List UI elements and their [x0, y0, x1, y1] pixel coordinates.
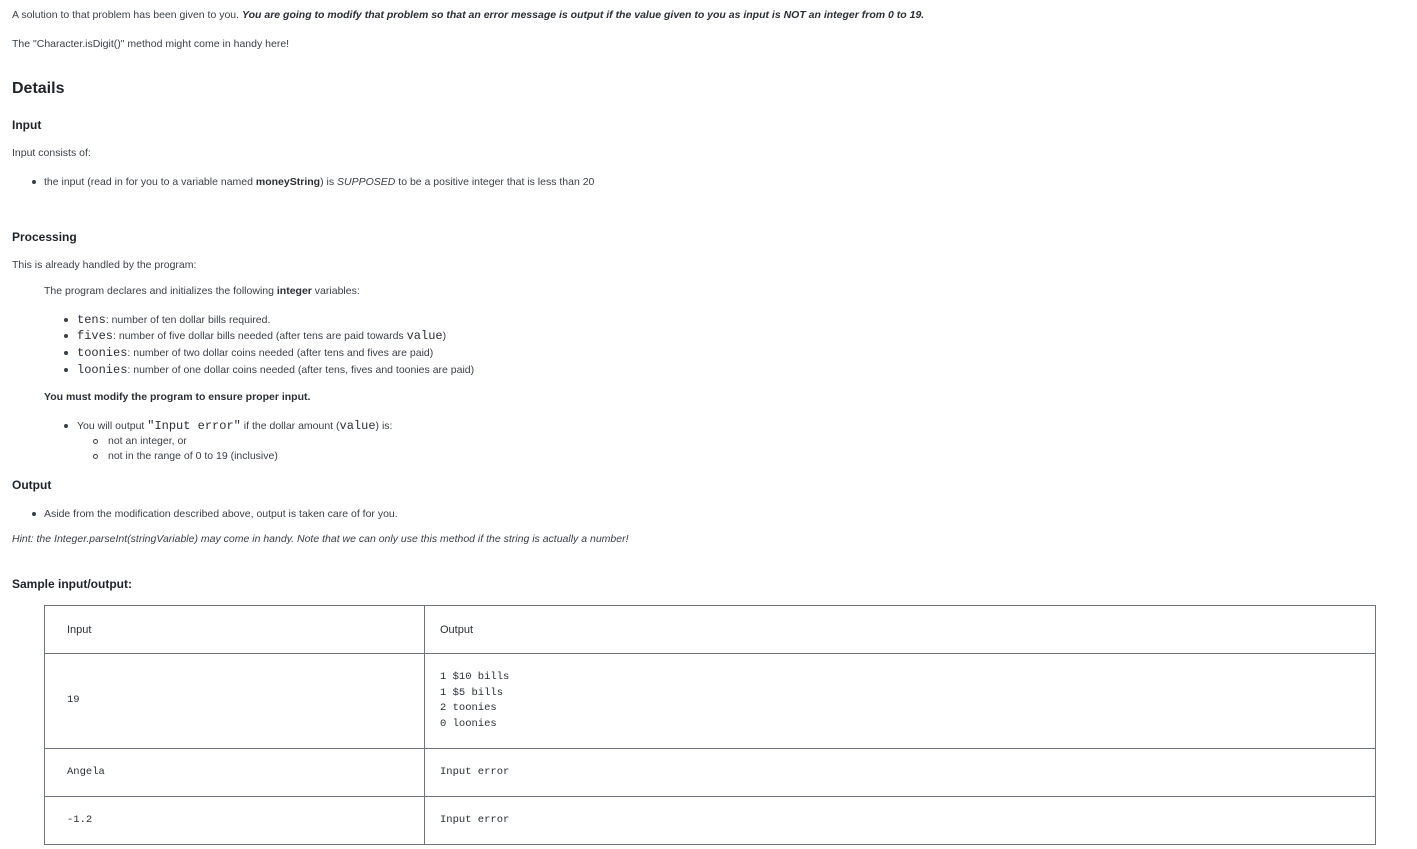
details-heading: Details [12, 80, 65, 97]
table-row [45, 654, 1376, 749]
processing-declares-text [44, 285, 360, 297]
output-heading: Output [12, 478, 52, 492]
input-heading: Input [12, 118, 42, 132]
intro-line-2: The "Character.isDigit()" method might come in handy here! [12, 38, 290, 50]
bullet-dot [32, 180, 36, 184]
variable-value-code: value [406, 329, 443, 343]
variable-item-tens [77, 313, 270, 327]
sample-io-table [44, 605, 1376, 845]
condition-out-of-range: not in the range of 0 to 19 (inclusive) [108, 450, 278, 462]
output-cell [425, 749, 1376, 797]
processing-handled-text: This is already handled by the program: [12, 259, 197, 271]
input-cell [45, 654, 425, 749]
variable-desc: : number of two dollar coins needed (after tens and fives are paid) [127, 347, 434, 359]
output-cell [425, 797, 1376, 845]
input-cell [45, 797, 425, 845]
variable-name: loonies [77, 363, 128, 377]
output-value: 1 $10 bills 1 $5 bills 2 toonies 0 loonies [440, 671, 510, 730]
output-value: Input error [440, 765, 510, 778]
column-header-input: Input [45, 606, 425, 654]
intro-emphasis-text: You are going to modify that problem so that an error message is output if the value given to you as input is NOT an integer from 0 to 19. [242, 9, 925, 21]
variable-name: fives [77, 329, 114, 343]
must-modify-text: You must modify the program to ensure proper input. [44, 391, 311, 403]
input-value: -1.2 [67, 813, 93, 826]
variable-name: tens [77, 313, 106, 327]
intro-plain-text: A solution to that problem has been given to you. [12, 9, 242, 21]
declares-type: integer [276, 285, 312, 297]
input-description-item [44, 176, 594, 188]
table-header-row [45, 606, 1376, 654]
declares-part: The program declares and initializes the following [44, 285, 277, 297]
rule-part: ) is: [375, 420, 393, 432]
hint-text: Hint: the Integer.parseInt(stringVariable) may come in handy. Note that we can only use this method if the string is actually a number! [12, 533, 629, 545]
bullet-dot [64, 424, 68, 428]
table-row [45, 749, 1376, 797]
output-value: Input error [440, 813, 510, 826]
column-header-output: Output [425, 606, 1376, 654]
bullet-dot [64, 318, 68, 322]
input-value: Angela [67, 765, 105, 778]
table-row [45, 797, 1376, 845]
variable-desc: : number of one dollar coins needed (after tens, fives and toonies are paid) [127, 364, 475, 376]
processing-heading: Processing [12, 230, 77, 244]
output-cell [425, 654, 1376, 749]
declares-part: variables: [311, 285, 360, 297]
variable-desc: : number of five dollar bills needed (after tens are paid towards [113, 330, 407, 342]
circle-bullet [93, 454, 98, 459]
bullet-dot [64, 351, 68, 355]
variable-item-fives [77, 329, 446, 343]
variable-name: toonies [77, 346, 128, 360]
intro-line-1 [12, 9, 924, 21]
input-error-rule [77, 419, 392, 433]
bullet-dot [64, 368, 68, 372]
bullet-dot [64, 334, 68, 338]
rule-part: You will output [77, 420, 148, 432]
input-value: 19 [67, 694, 80, 707]
condition-not-integer: not an integer, or [108, 435, 187, 447]
sample-io-heading: Sample input/output: [12, 577, 132, 591]
value-code: value [339, 419, 376, 433]
input-cell [45, 749, 425, 797]
bullet-dot [32, 512, 36, 516]
input-desc-part: to be a positive integer that is less than 20 [395, 176, 595, 188]
rule-part: if the dollar amount ( [240, 420, 340, 432]
circle-bullet [93, 439, 98, 444]
variable-item-loonies [77, 363, 474, 377]
variable-item-toonies [77, 346, 433, 360]
input-desc-part: the input (read in for you to a variable named [44, 176, 256, 188]
input-desc-emphasis: SUPPOSED [337, 176, 396, 188]
variable-desc: : number of ten dollar bills required. [105, 314, 271, 326]
variable-desc-tail: ) [442, 330, 447, 342]
output-aside-text: Aside from the modification described above, output is taken care of for you. [44, 508, 398, 520]
input-error-code: "Input error" [147, 419, 241, 433]
input-desc-part: ) is [320, 176, 337, 188]
input-consists-text: Input consists of: [12, 147, 91, 159]
variable-name-moneystring: moneyString [255, 176, 321, 188]
